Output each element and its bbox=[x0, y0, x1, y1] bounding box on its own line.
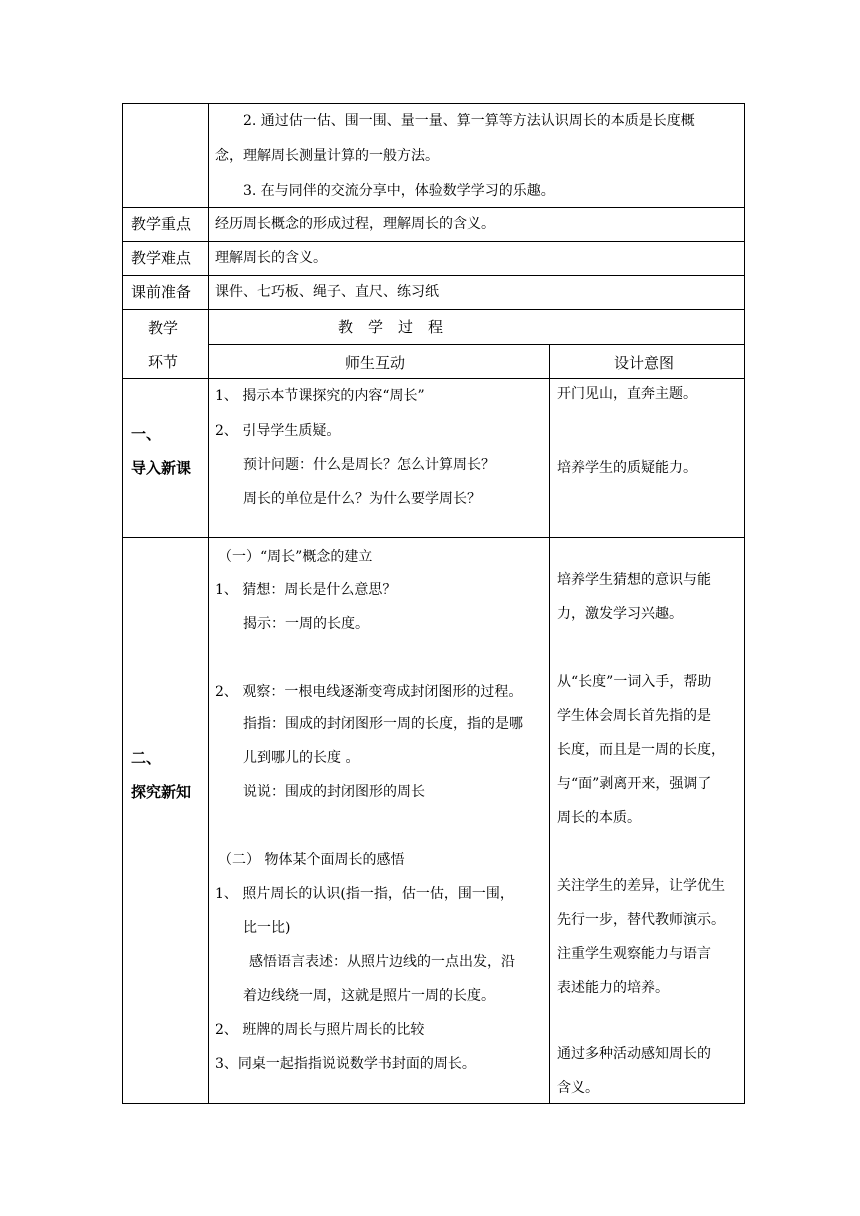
table-rule bbox=[122, 309, 745, 310]
section-2-intent: 先行一步，替代教师演示。 bbox=[557, 912, 725, 928]
section-2-line: 感悟语言表述：从照片边线的一点出发，沿 bbox=[249, 954, 515, 970]
table-rule bbox=[122, 537, 745, 538]
section-2-title: 探究新知 bbox=[131, 783, 192, 801]
section-2-intent: 表述能力的培养。 bbox=[557, 980, 669, 996]
table-rule bbox=[122, 103, 745, 104]
section-2-intent: 培养学生猜想的意识与能 bbox=[557, 572, 711, 588]
difficulty-content: 理解周长的含义。 bbox=[215, 250, 327, 266]
table-rule bbox=[122, 103, 123, 1104]
section-2-intent: 通过多种活动感知周长的 bbox=[557, 1046, 711, 1062]
objective-2-line-1: 2. 通过估一估、围一围、量一量、算一算等方法认识周长的本质是长度概 bbox=[243, 113, 695, 129]
objective-2-line-2: 念，理解周长测量计算的一般方法。 bbox=[215, 148, 439, 164]
interaction-column-header: 师生互动 bbox=[345, 354, 406, 372]
section-2-intent: 从“长度”一词入手，帮助 bbox=[557, 674, 712, 690]
stage-column-header-line-1: 教学 bbox=[148, 319, 179, 337]
section-2-intent: 与“面”剥离开来，强调了 bbox=[557, 776, 712, 792]
section-1-line: 周长的单位是什么？为什么要学周长？ bbox=[243, 491, 481, 507]
section-2-number: 二、 bbox=[131, 749, 162, 767]
section-2-line: 说说：围成的封闭图形的周长 bbox=[243, 784, 425, 800]
section-2-intent: 力，激发学习兴趣。 bbox=[557, 606, 683, 622]
table-rule bbox=[122, 241, 745, 242]
section-2-line: 1、 照片周长的认识(指一指，估一估，围一围， bbox=[215, 886, 514, 902]
stage-column-header-line-2: 环节 bbox=[148, 353, 179, 371]
section-2-line: 3、同桌一起指指说说数学书封面的周长。 bbox=[215, 1056, 476, 1072]
section-1-intent: 培养学生的质疑能力。 bbox=[557, 460, 697, 476]
table-rule bbox=[744, 103, 745, 1104]
intent-column-header: 设计意图 bbox=[614, 354, 675, 372]
table-rule bbox=[208, 103, 209, 1104]
section-2-line: （一）“周长”概念的建立 bbox=[218, 549, 373, 565]
objective-3: 3. 在与同伴的交流分享中，体验数学学习的乐趣。 bbox=[243, 183, 555, 199]
key-point-content: 经历周长概念的形成过程，理解周长的含义。 bbox=[215, 216, 495, 232]
section-2-line: 2、 观察：一根电线逐渐变弯成封闭图形的过程。 bbox=[215, 684, 523, 700]
table-rule bbox=[208, 344, 745, 345]
key-point-label: 教学重点 bbox=[131, 215, 192, 233]
section-2-intent: 长度，而且是一周的长度， bbox=[557, 742, 725, 758]
section-2-intent: 学生体会周长首先指的是 bbox=[557, 708, 711, 724]
section-2-line: 比一比) bbox=[243, 920, 291, 936]
table-rule bbox=[549, 344, 550, 1104]
section-1-line: 1、 揭示本节课探究的内容“周长” bbox=[215, 388, 425, 404]
section-2-line: 揭示：一周的长度。 bbox=[243, 616, 369, 632]
section-2-line: 指指：围成的封闭图形一周的长度，指的是哪 bbox=[243, 716, 523, 732]
section-2-intent: 含义。 bbox=[557, 1080, 599, 1096]
table-rule bbox=[122, 275, 745, 276]
table-rule bbox=[122, 378, 745, 379]
section-1-intent: 开门见山，直奔主题。 bbox=[557, 386, 697, 402]
section-2-line: 着边线绕一周，这就是照片一周的长度。 bbox=[243, 988, 495, 1004]
table-rule bbox=[122, 1103, 745, 1104]
section-2-line: 2、 班牌的周长与照片周长的比较 bbox=[215, 1022, 425, 1038]
section-2-line: （二） 物体某个面周长的感悟 bbox=[218, 852, 405, 868]
section-2-intent: 关注学生的差异，让学优生 bbox=[557, 878, 725, 894]
preparation-content: 课件、七巧板、绳子、直尺、练习纸 bbox=[215, 284, 439, 300]
section-2-intent: 注重学生观察能力与语言 bbox=[557, 946, 711, 962]
section-2-line: 儿到哪儿的长度 。 bbox=[243, 750, 360, 766]
preparation-label: 课前准备 bbox=[131, 283, 192, 301]
section-1-number: 一、 bbox=[131, 425, 162, 443]
section-2-intent: 周长的本质。 bbox=[557, 810, 641, 826]
difficulty-label: 教学难点 bbox=[131, 249, 192, 267]
table-rule bbox=[122, 207, 745, 208]
process-title: 教 学 过 程 bbox=[338, 318, 444, 336]
section-2-line: 1、 猜想：周长是什么意思？ bbox=[215, 582, 397, 598]
section-1-title: 导入新课 bbox=[131, 459, 192, 477]
section-1-line: 2、 引导学生质疑。 bbox=[215, 423, 341, 439]
section-1-line: 预计问题：什么是周长？怎么计算周长？ bbox=[243, 457, 495, 473]
